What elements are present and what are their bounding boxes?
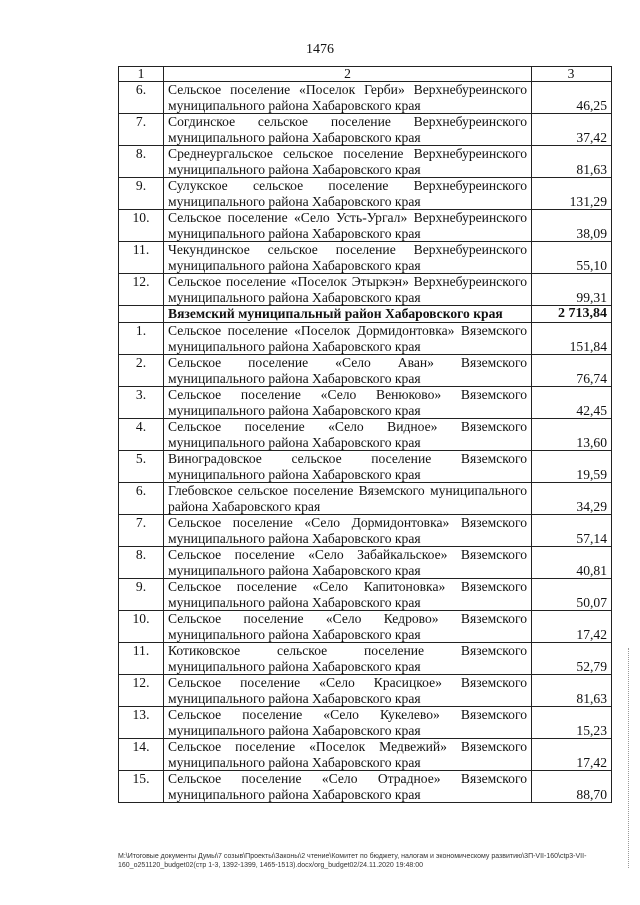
table-row xyxy=(119,178,612,210)
amount-value: 46,25 xyxy=(532,82,612,114)
table-row xyxy=(119,114,612,146)
settlement-name: Сельское поселение «Село Венюково» Вяземского муниципального района Хабаровского края xyxy=(164,387,532,419)
region-blank-cell xyxy=(119,306,164,323)
amount-value: 88,70 xyxy=(532,771,612,803)
settlement-name: Чекундинское сельское поселение Верхнебуреинского муниципального района Хабаровского края xyxy=(164,242,532,274)
row-number: 6. xyxy=(119,483,164,515)
table-row xyxy=(119,579,612,611)
amount-value: 42,45 xyxy=(532,387,612,419)
table-row xyxy=(119,451,612,483)
row-number: 5. xyxy=(119,451,164,483)
table-row xyxy=(119,419,612,451)
settlement-name: Сельское поселение «Село Усть-Ургал» Верхнебуреинского муниципального района Хабаровского края xyxy=(164,210,532,242)
header-col-1: 1 xyxy=(119,67,164,82)
settlement-name: Сельское поселение «Поселок Дормидонтовка» Вяземского муниципального района Хабаровского края xyxy=(164,323,532,355)
amount-value: 76,74 xyxy=(532,355,612,387)
row-number: 10. xyxy=(119,611,164,643)
row-number: 9. xyxy=(119,579,164,611)
amount-value: 17,42 xyxy=(532,739,612,771)
settlement-name: Сельское поселение «Село Видное» Вяземского муниципального района Хабаровского края xyxy=(164,419,532,451)
row-number: 7. xyxy=(119,515,164,547)
row-number: 7. xyxy=(119,114,164,146)
row-number: 12. xyxy=(119,274,164,306)
row-number: 13. xyxy=(119,707,164,739)
page-number: 1476 xyxy=(306,42,334,57)
amount-value: 52,79 xyxy=(532,643,612,675)
table-row xyxy=(119,675,612,707)
settlement-name: Сельское поселение «Поселок Герби» Верхнебуреинского муниципального района Хабаровского края xyxy=(164,82,532,114)
amount-value: 37,42 xyxy=(532,114,612,146)
table-row xyxy=(119,739,612,771)
amount-value: 17,42 xyxy=(532,611,612,643)
region-name: Вяземский муниципальный район Хабаровского края xyxy=(164,306,532,323)
table-row xyxy=(119,643,612,675)
footer-file-path: M:\Итоговые документы Думы\7 созыв\Проекты\Законы\2 чтение\Комитет по бюджету, налогам и экономическому развитию\3П-VII-160\ctp3-VII-160_o251120_budget02(стр 1-3, 1392-1399, 1465-1513).docx/org_budget02/24.11.2020 19:48:00 xyxy=(118,853,587,869)
amount-value: 55,10 xyxy=(532,242,612,274)
table-row xyxy=(119,771,612,803)
row-number: 1. xyxy=(119,323,164,355)
amount-value: 34,29 xyxy=(532,483,612,515)
amount-value: 151,84 xyxy=(532,323,612,355)
amount-value: 81,63 xyxy=(532,675,612,707)
settlement-name: Виноградовское сельское поселение Вяземского муниципального района Хабаровского края xyxy=(164,451,532,483)
row-number: 14. xyxy=(119,739,164,771)
amount-value: 13,60 xyxy=(532,419,612,451)
settlement-name: Сельское поселение «Село Кедрово» Вяземского муниципального района Хабаровского края xyxy=(164,611,532,643)
amount-value: 57,14 xyxy=(532,515,612,547)
header-col-3: 3 xyxy=(532,67,612,82)
row-number: 12. xyxy=(119,675,164,707)
row-number: 4. xyxy=(119,419,164,451)
margin-dotted-line xyxy=(628,648,630,868)
settlement-name: Сельское поселение «Село Забайкальское» Вяземского муниципального района Хабаровского края xyxy=(164,547,532,579)
settlement-name: Сулукское сельское поселение Верхнебуреинского муниципального района Хабаровского края xyxy=(164,178,532,210)
settlement-name: Сельское поселение «Село Отрадное» Вяземского муниципального района Хабаровского края xyxy=(164,771,532,803)
amount-value: 40,81 xyxy=(532,547,612,579)
table-row xyxy=(119,355,612,387)
table-header-row xyxy=(119,67,612,82)
row-number: 9. xyxy=(119,178,164,210)
table-row xyxy=(119,611,612,643)
settlement-name: Сельское поселение «Поселок Медвежий» Вяземского муниципального района Хабаровского края xyxy=(164,739,532,771)
amount-value: 99,31 xyxy=(532,274,612,306)
amount-value: 15,23 xyxy=(532,707,612,739)
table-row xyxy=(119,274,612,306)
settlement-name: Глебовское сельское поселение Вяземского муниципального района Хабаровского края xyxy=(164,483,532,515)
row-number: 2. xyxy=(119,355,164,387)
table-row xyxy=(119,82,612,114)
region-total: 2 713,84 xyxy=(532,306,612,323)
row-number: 6. xyxy=(119,82,164,114)
amount-value: 81,63 xyxy=(532,146,612,178)
row-number: 3. xyxy=(119,387,164,419)
settlement-name: Среднеургальское сельское поселение Верхнебуреинского муниципального района Хабаровского края xyxy=(164,146,532,178)
settlement-name: Согдинское сельское поселение Верхнебуреинского муниципального района Хабаровского края xyxy=(164,114,532,146)
table-row xyxy=(119,387,612,419)
amount-value: 131,29 xyxy=(532,178,612,210)
header-col-2: 2 xyxy=(164,67,532,82)
region-subtotal-row xyxy=(119,306,612,323)
table-row xyxy=(119,483,612,515)
settlement-name: Сельское поселение «Село Кукелево» Вяземского муниципального района Хабаровского края xyxy=(164,707,532,739)
table-row xyxy=(119,707,612,739)
settlement-name: Сельское поселение «Село Дормидонтовка» Вяземского муниципального района Хабаровского края xyxy=(164,515,532,547)
settlement-name: Котиковское сельское поселение Вяземского муниципального района Хабаровского края xyxy=(164,643,532,675)
table-row xyxy=(119,210,612,242)
settlement-name: Сельское поселение «Село Аван» Вяземского муниципального района Хабаровского края xyxy=(164,355,532,387)
amount-value: 50,07 xyxy=(532,579,612,611)
table-row xyxy=(119,547,612,579)
row-number: 8. xyxy=(119,146,164,178)
table-row xyxy=(119,242,612,274)
allocation-table xyxy=(118,66,612,803)
settlement-name: Сельское поселение «Село Красицкое» Вяземского муниципального района Хабаровского края xyxy=(164,675,532,707)
row-number: 8. xyxy=(119,547,164,579)
amount-value: 38,09 xyxy=(532,210,612,242)
table-row xyxy=(119,515,612,547)
amount-value: 19,59 xyxy=(532,451,612,483)
table-body xyxy=(119,67,612,803)
settlement-name: Сельское поселение «Село Капитоновка» Вяземского муниципального района Хабаровского края xyxy=(164,579,532,611)
settlement-name: Сельское поселение «Поселок Этыркэн» Верхнебуреинского муниципального района Хабаровского края xyxy=(164,274,532,306)
row-number: 15. xyxy=(119,771,164,803)
row-number: 11. xyxy=(119,643,164,675)
row-number: 11. xyxy=(119,242,164,274)
table-row xyxy=(119,323,612,355)
table-row xyxy=(119,146,612,178)
row-number: 10. xyxy=(119,210,164,242)
